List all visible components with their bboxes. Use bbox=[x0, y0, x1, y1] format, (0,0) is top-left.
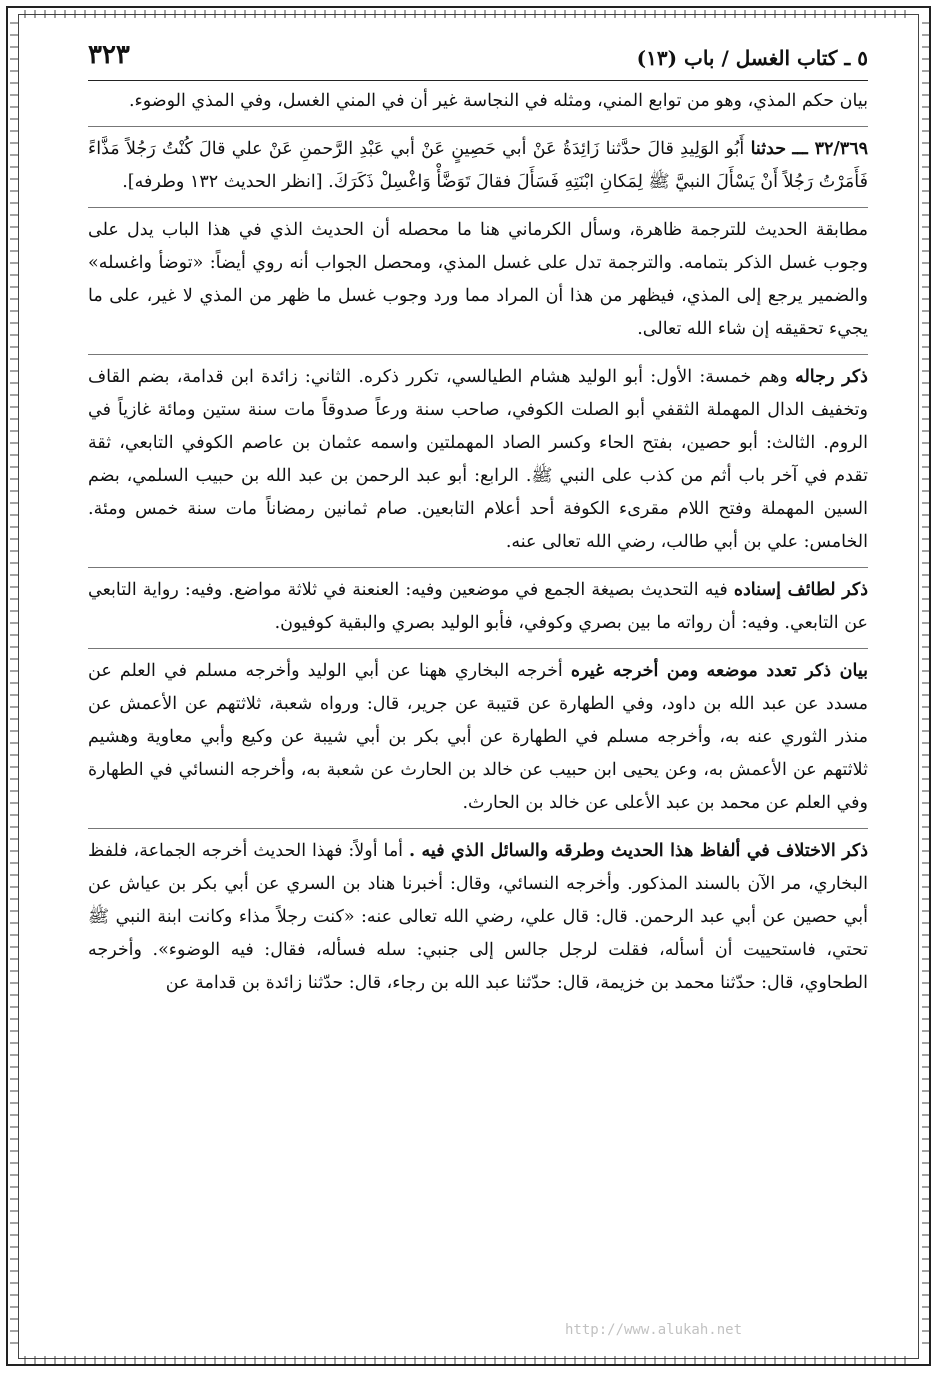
left-ornament bbox=[10, 22, 18, 1352]
section-variants bbox=[88, 835, 868, 1000]
hadith-text bbox=[88, 133, 868, 199]
bottom-ornament bbox=[24, 1356, 914, 1364]
hadith-body: أَبُو الوَلِيدِ قالَ حدَّثنا زَائِدَةُ عَنْ أبي حَصِينٍ عَنْ أبي عَبْدِ الرَّحمنِ عَنْ علي قالَ كُنْتُ رَجُلاً مَذَّاءً فَأَمَرْتُ رَجُلاً أَنْ يَسْأَلَ النبيَّ ﷺ لِمَكانِ ابْنَتِهِ فَسَأَلَ فقالَ تَوَضَّأْ وَاغْسِلْ ذَكَرَكَ. [انظر الحديث ١٣٢ وطرفه]. bbox=[88, 139, 868, 192]
section-narrators bbox=[88, 361, 868, 559]
commentary-paragraph: مطابقة الحديث للترجمة ظاهرة، وسأل الكرماني هنا ما محصله أن الحديث الذي في هذا الباب يدل على وجوب غسل الذكر بتمامه. والترجمة تدل على غسل المذي، ومحصل الجواب أنه روي أيضاً: «توضأ واغسله» والضمير يرجع إلى المذي، فيظهر من هذا أن المراد مما ورد وجوب غسل ما ظهر من المذي لا غير، على ما يجيء تحقيقه إن شاء الله تعالى. bbox=[88, 220, 868, 339]
hadith-number: ٣٢/٣٦٩ ـــ bbox=[792, 139, 868, 159]
divider bbox=[88, 567, 868, 568]
section-text: وهم خمسة: الأول: أبو الوليد هشام الطيالسي، تكرر ذكره. الثاني: زائدة ابن قدامة، بضم القاف وتخفيف الدال المهملة الثقفي أبو الصلت الكوفي، صاحب سنة ورعاً صدوقاً مات سنة ستين ومائة غازياً في الروم. الثالث: أبو حصين، بفتح الحاء وكسر الصاد المهملتين واسمه عثمان بن عاصم الكوفي التابعي، ثقة تقدم في آخر باب أثم من كذب على النبي ﷺ. الرابع: أبو عبد الرحمن بن عبد الله بن حبيب السلمي، بضم السين المهملة وفتح اللام مقرىء الكوفة أحد أعلام التابعين. صام ثمانين رمضاناً مات سنة خمس ومئة. الخامس: علي بن أبي طالب، رضي الله تعالى عنه. bbox=[88, 367, 868, 552]
top-ornament bbox=[24, 10, 914, 18]
divider bbox=[88, 354, 868, 355]
watermark: http://www.alukah.net bbox=[565, 1322, 743, 1338]
section-title: ذكر لطائف إسناده bbox=[733, 580, 868, 600]
divider bbox=[88, 648, 868, 649]
running-title: ٥ ـ كتاب الغسل / باب (١٣) bbox=[636, 46, 868, 70]
section-text: أما أولاً: فهذا الحديث أخرجه الجماعة، فلفظ البخاري، مر الآن بالسند المذكور. وأخرجه النسائي، وقال: أخبرنا هناد بن السري عن أبي بكر بن عياش عن أبي حصين عن أبي عبد الرحمن. قال: قال علي، رضي الله تعالى عنه: «كنت رجلاً مذاء وكانت ابنة النبي ﷺ تحتي، فاستحييت أن أسأله، فقلت لرجل جالس إلى جنبي: سله فسأله، فقال: فيه الوضوء». وأخرجه الطحاوي، قال: حدّثنا محمد بن خزيمة، قال: حدّثنا عبد الله بن رجاء، قال: حدّثنا زائدة بن قدامة عن bbox=[88, 841, 868, 993]
page-body bbox=[88, 81, 868, 1000]
page-number: ٣٢٣ bbox=[88, 40, 130, 70]
section-title: ذكر الاختلاف في ألفاظ هذا الحديث وطرقه والسائل الذي فيه . bbox=[408, 841, 868, 861]
section-sources bbox=[88, 655, 868, 820]
divider bbox=[88, 126, 868, 127]
intro-paragraph: بيان حكم المذي، وهو من توابع المني، ومثله في النجاسة غير أن في المني الغسل، وفي المذي الوضوء. bbox=[128, 91, 868, 111]
section-chain bbox=[88, 574, 868, 640]
page-header bbox=[88, 40, 868, 81]
book-page bbox=[88, 40, 868, 1330]
right-ornament bbox=[922, 22, 930, 1352]
section-text: فيه التحديث بصيغة الجمع في موضعين وفيه: العنعنة في ثلاثة مواضع. وفيه: رواية التابعي عن التابعي. وفيه: أن رواته ما بين بصري وكوفي، فأبو الوليد بصري والبقية كوفيون. bbox=[88, 580, 868, 633]
section-title: ذكر رجاله bbox=[795, 367, 868, 387]
hadith-head: حدثنا bbox=[750, 139, 787, 159]
section-text: أخرجه البخاري ههنا عن أبي الوليد وأخرجه مسلم في العلم عن مسدد عن عبد الله بن داود، وفي الطهارة عن قتيبة عن جرير، قال: ورواه شعبة، ثلاثتهم عن الأعمش عن منذر الثوري عنه به، وأخرجه مسلم في الطهارة عن أبي بكر بن أبي شيبة عن وكيع وأبي معاوية وهشيم ثلاثتهم عن الأعمش به، وعن يحيى ابن حبيب عن خالد بن الحارث عن شعبة به، وأخرجه النسائي في الطهارة وفي العلم عن محمد بن عبد الأعلى عن خالد بن الحارث. bbox=[88, 661, 868, 813]
section-title: بيان ذكر تعدد موضعه ومن أخرجه غيره bbox=[570, 661, 868, 681]
divider bbox=[88, 828, 868, 829]
divider bbox=[88, 207, 868, 208]
